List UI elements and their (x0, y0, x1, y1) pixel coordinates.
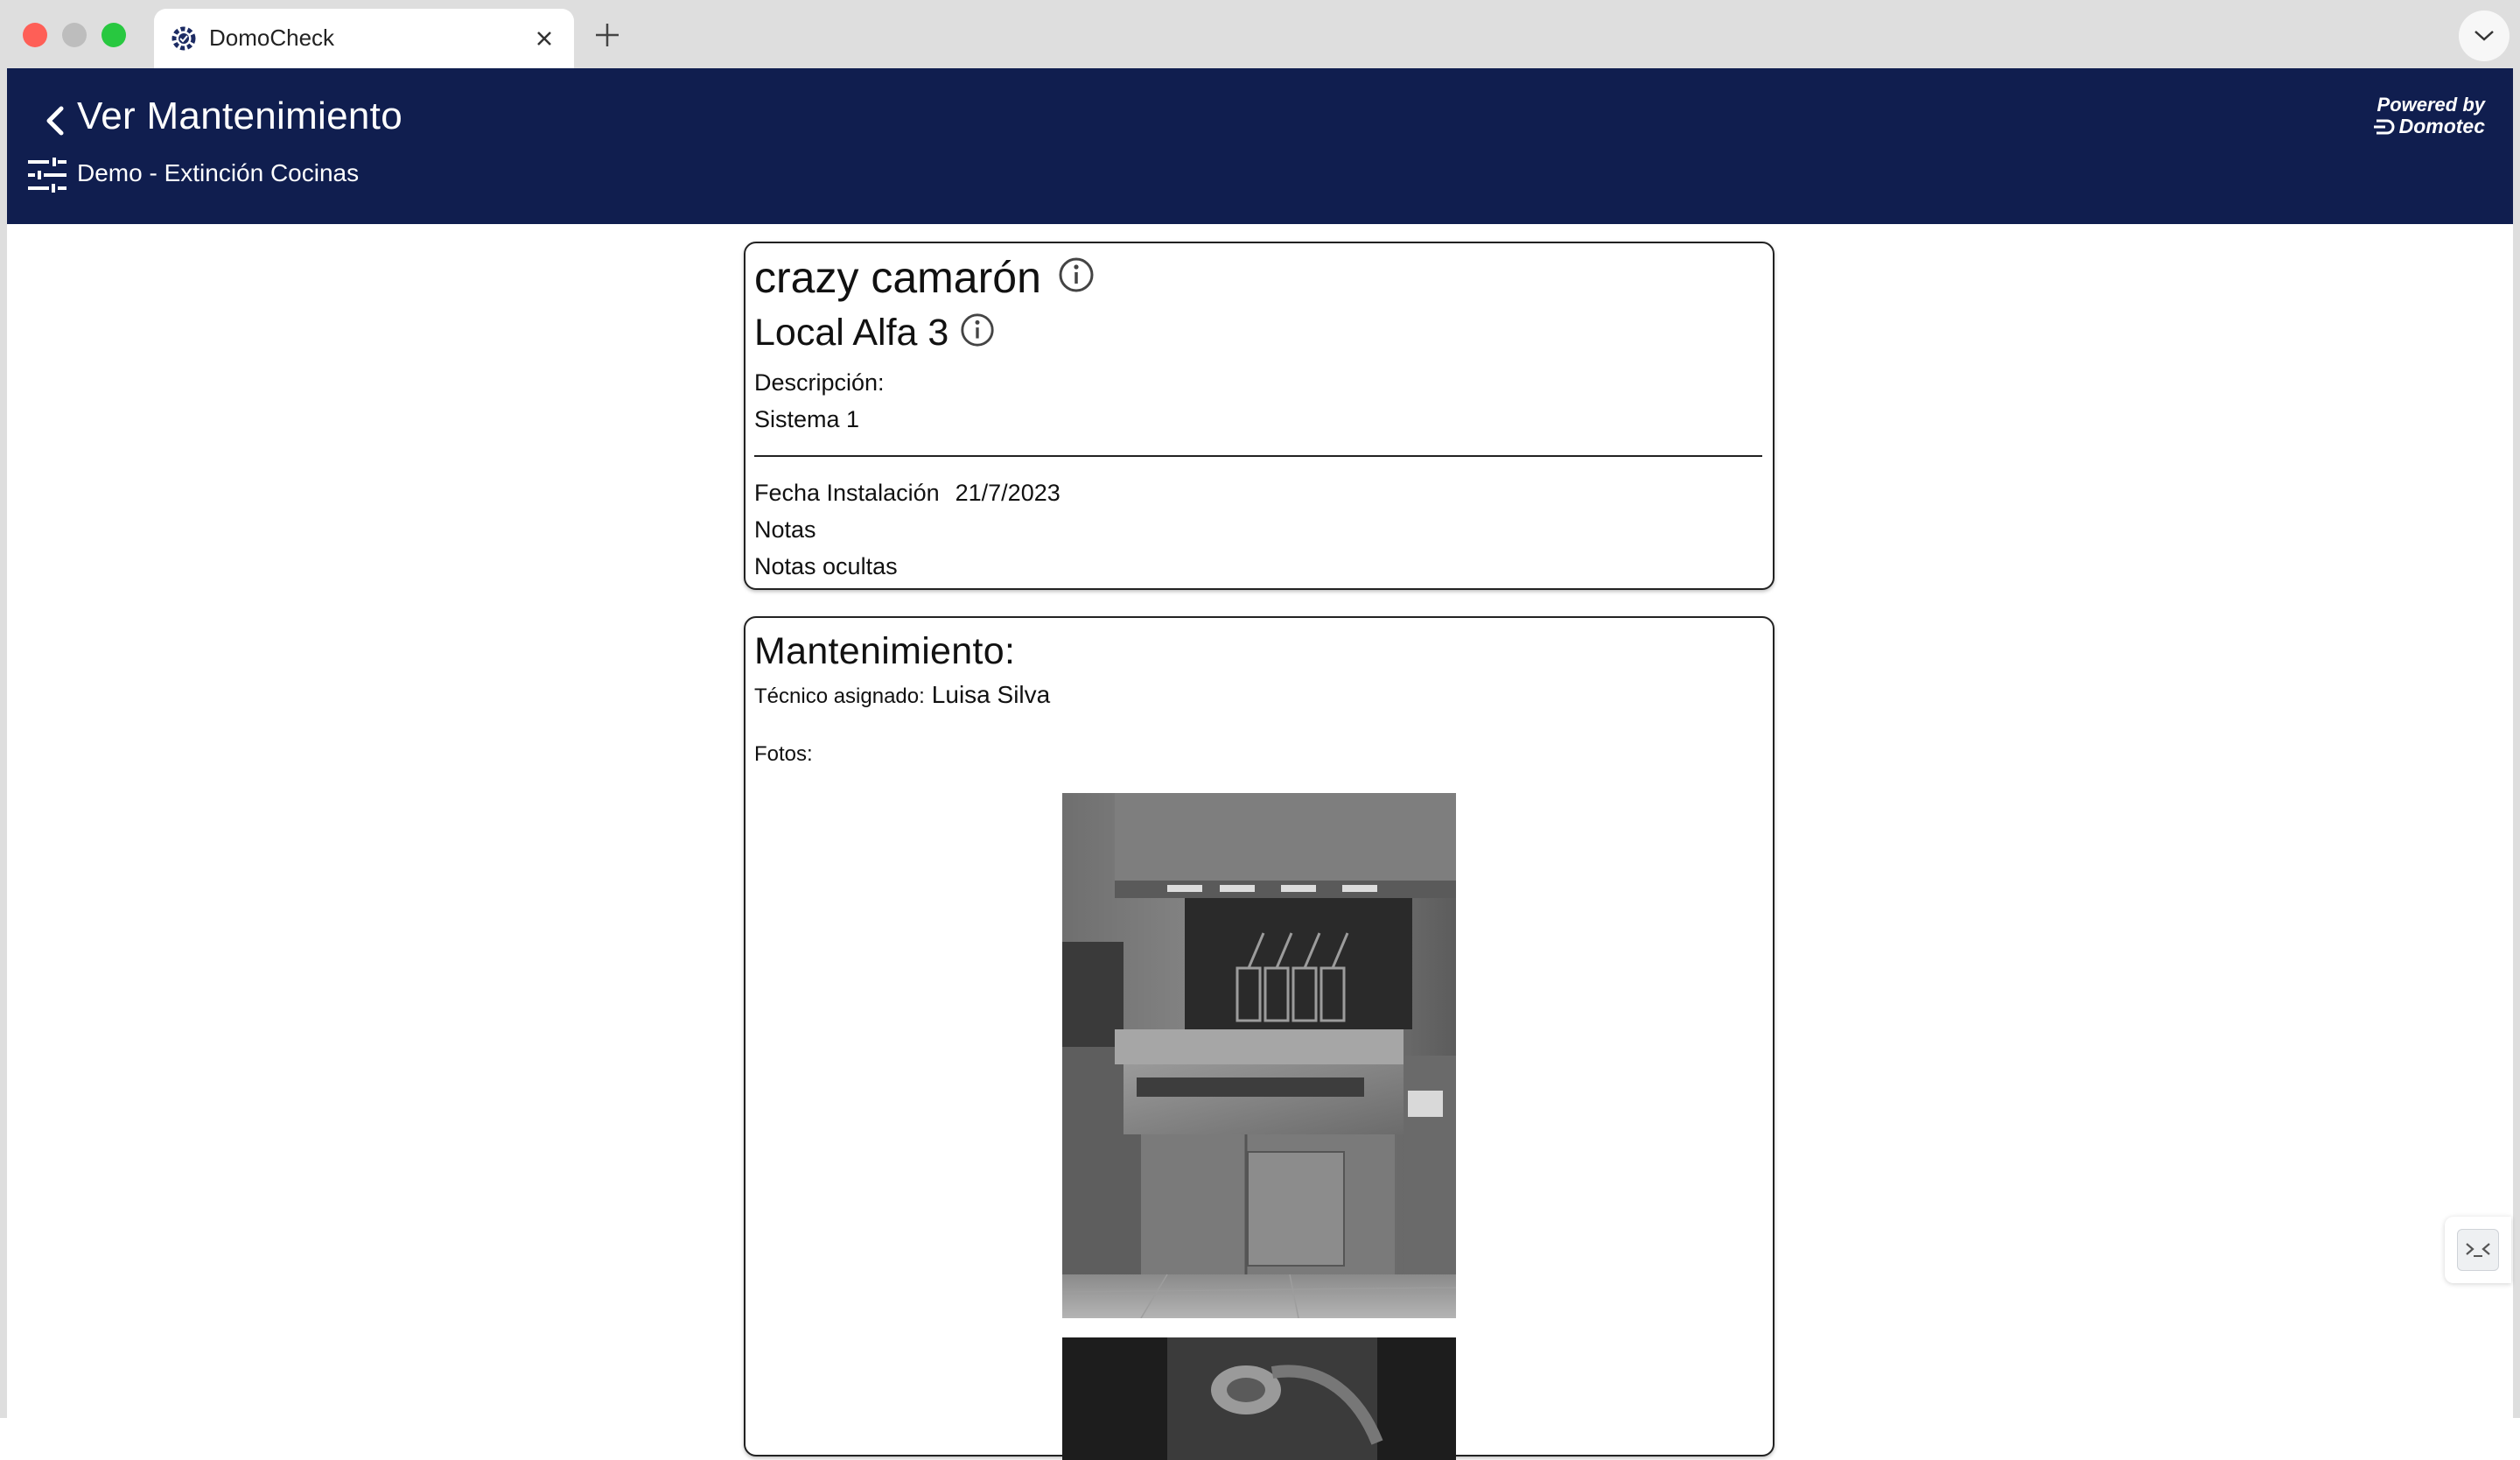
info-icon[interactable] (959, 312, 996, 348)
window-minimize-button[interactable] (62, 23, 87, 47)
tab-list-button[interactable] (2459, 11, 2510, 61)
photos-label: Fotos: (754, 742, 813, 766)
divider (754, 455, 1762, 457)
maintenance-photo[interactable] (1062, 1337, 1456, 1460)
equipment-info-card (744, 242, 1774, 590)
close-tab-icon[interactable] (532, 26, 556, 51)
description-label: Descripción: (754, 369, 885, 396)
local-name-row (754, 312, 996, 354)
window-maximize-button[interactable] (102, 23, 126, 47)
side-panel-toggle[interactable] (2445, 1217, 2511, 1283)
collapse-icon (2457, 1229, 2499, 1271)
app-header (7, 68, 2513, 224)
install-date-value: 21/7/2023 (955, 480, 1060, 506)
technician-label: Técnico asignado: (754, 684, 925, 708)
hidden-notes-label: Notas ocultas (754, 553, 898, 579)
equipment-name: crazy camarón (754, 253, 1041, 302)
equipment-name-row (754, 252, 1096, 303)
new-tab-icon[interactable] (592, 19, 623, 51)
project-subtitle: Demo - Extinción Cocinas (77, 159, 360, 186)
fryer-photo-image (1062, 793, 1456, 1318)
info-icon[interactable] (1057, 256, 1096, 294)
window-frame-left (0, 68, 7, 1418)
maintenance-card (744, 616, 1774, 1456)
browser-tab[interactable] (154, 9, 574, 68)
browser-tab-strip (0, 0, 2520, 68)
maintenance-photo[interactable] (1062, 793, 1456, 1318)
technician-row (754, 681, 1050, 709)
domotec-logo-icon (2373, 118, 2396, 136)
pipe-photo-image (1062, 1337, 1456, 1460)
install-date-row (754, 480, 1060, 507)
notes-label: Notas (754, 516, 816, 543)
local-name: Local Alfa 3 (754, 312, 949, 354)
chevron-down-icon (2473, 26, 2496, 44)
back-arrow-icon[interactable] (33, 98, 79, 144)
window-close-button[interactable] (23, 23, 47, 47)
description-value: Sistema 1 (754, 406, 860, 432)
filter-sliders-icon[interactable] (24, 156, 70, 194)
brand-name: Domotec (2345, 116, 2485, 137)
technician-value: Luisa Silva (931, 681, 1051, 708)
window-frame-right (2513, 68, 2520, 1418)
domocheck-favicon-icon (168, 23, 200, 54)
install-date-label: Fecha Instalación (754, 480, 940, 506)
powered-by-text: Powered by (2376, 94, 2485, 116)
page-title: Ver Mantenimiento (77, 95, 402, 137)
powered-by-logo (2345, 95, 2485, 142)
maintenance-title: Mantenimiento: (754, 630, 1016, 672)
tab-title: DomoCheck (209, 25, 335, 51)
